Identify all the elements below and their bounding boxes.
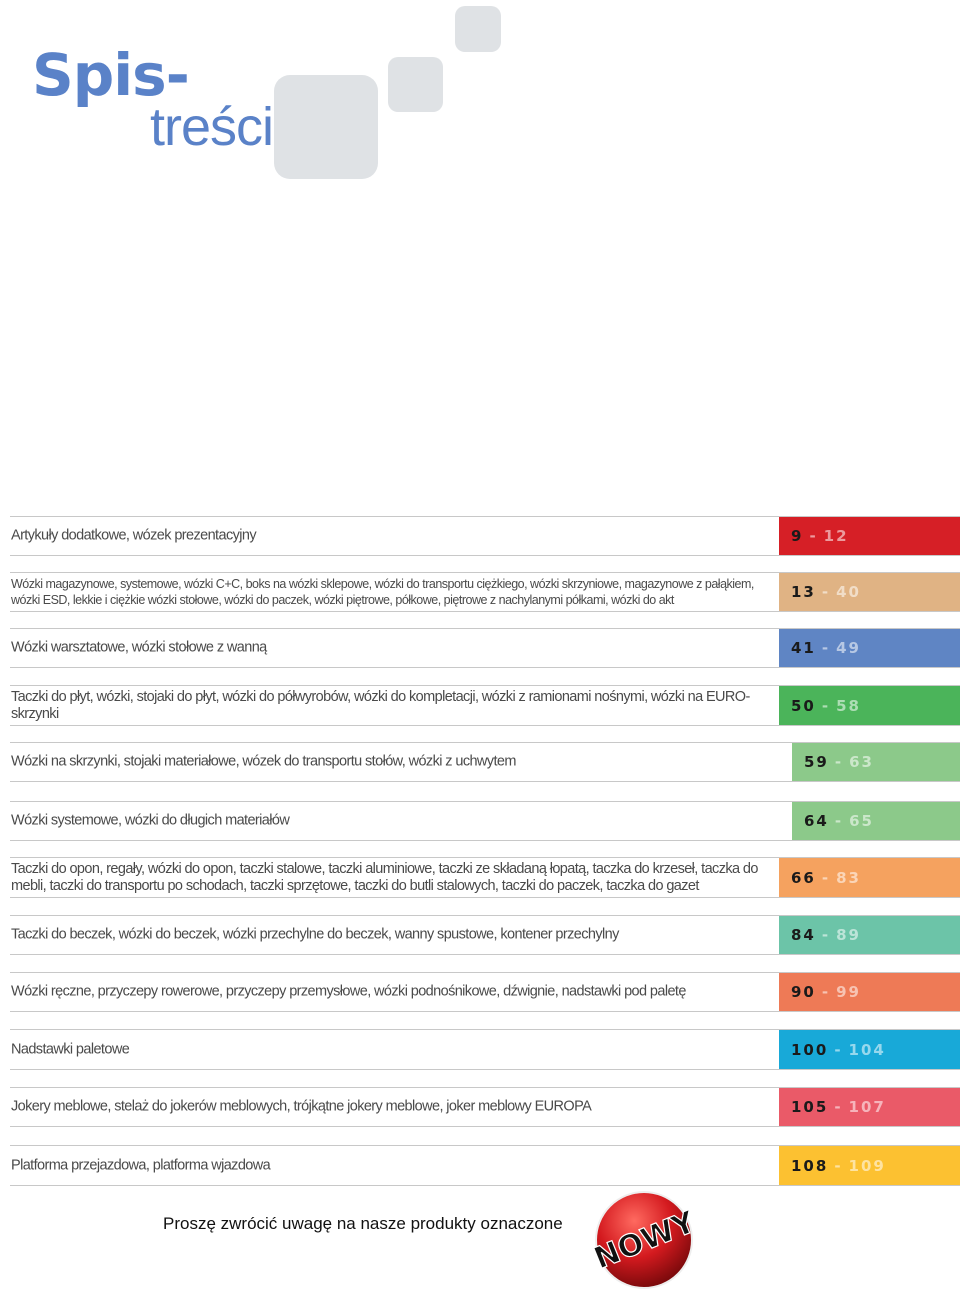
toc-row <box>10 915 960 955</box>
toc-description: Taczki do płyt, wózki, stojaki do płyt, wózki do półwyrobów, wózki do kompletacji, wózki z ramionami nośnymi, wózki na EURO-skrzynki <box>11 688 750 722</box>
page-dash: - <box>834 1156 843 1175</box>
badge-label: NOWY <box>589 1204 701 1277</box>
page-start: 90 <box>791 983 816 1001</box>
page-range-badge <box>779 629 960 667</box>
page-start: 9 <box>791 527 804 545</box>
page-subtitle: treści <box>150 97 274 157</box>
toc-description: Artykuły dodatkowe, wózek prezentacyjny <box>11 527 256 544</box>
page-start: 50 <box>791 696 816 715</box>
page-dash: - <box>834 753 844 771</box>
page-end: 63 <box>849 753 874 771</box>
page-start: 64 <box>804 812 829 830</box>
row-divider <box>10 1185 960 1186</box>
decorative-square <box>455 6 501 52</box>
page-start: 66 <box>791 868 816 887</box>
page-end: 40 <box>836 583 861 601</box>
toc-description: Nadstawki paletowe <box>11 1041 130 1057</box>
row-divider <box>10 840 960 841</box>
page-start: 108 <box>791 1156 829 1175</box>
row-divider <box>10 1011 960 1012</box>
toc-row <box>10 516 960 556</box>
new-products-notice: Proszę zwrócić uwagę na nasze produkty oznaczone <box>163 1214 563 1233</box>
page-range-badge <box>779 858 960 897</box>
page-range-badge <box>779 1088 960 1126</box>
toc-description: Wózki na skrzynki, stojaki materiałowe, wózek do transportu stołów, wózki z uchwytem <box>11 753 516 770</box>
toc-description: Taczki do opon, regały, wózki do opon, taczki stalowe, taczki aluminiowe, taczki ze składaną łopatą, taczka do krzeseł, taczka do mebli, taczki do transportu po schodach, taczki sprzętowe, taczki do butli stalowych, taczki do paczek, taczka do gazet <box>11 860 758 894</box>
page-start: 41 <box>791 639 816 657</box>
page-end: 104 <box>848 1040 886 1059</box>
toc-description: Wózki magazynowe, systemowe, wózki C+C, boks na wózki sklepowe, wózki do transportu ciężkiego, wózki skrzyniowe, magazynowe z pałąkiem, wózki ESD, lekkie i ciężkie wózki stołowe, wózki do paczek, wózki piętrowe, półkowe, piętrowe z nachylanymi półkami, wózki do akt <box>11 577 754 607</box>
page-dash: - <box>809 527 818 545</box>
page-title: Spis- <box>32 41 189 109</box>
page-dash: - <box>821 583 831 601</box>
toc-row <box>10 572 960 612</box>
page-start: 105 <box>791 1098 829 1116</box>
page-range-badge <box>779 1146 960 1185</box>
page-end: 107 <box>848 1098 886 1116</box>
toc-description: Jokery meblowe, stelaż do jokerów meblowych, trójkątne jokery meblowe, joker meblowy EUROPA <box>11 1098 592 1115</box>
page-range-badge <box>779 1030 960 1069</box>
toc-row <box>10 857 960 898</box>
new-badge <box>584 1188 710 1292</box>
page-dash: - <box>821 983 831 1001</box>
toc-description: Wózki systemowe, wózki do długich materiałów <box>11 812 290 829</box>
decorative-square <box>274 75 378 179</box>
page-start: 59 <box>804 753 829 771</box>
page-range-badge <box>779 916 960 954</box>
page-dash: - <box>821 926 831 944</box>
row-divider <box>10 897 960 898</box>
toc-row <box>10 628 960 668</box>
page-dash: - <box>821 696 831 715</box>
page-dash: - <box>834 1040 843 1059</box>
toc-row <box>10 801 960 841</box>
page-start: 100 <box>791 1040 829 1059</box>
decorative-square <box>388 57 443 112</box>
toc-row <box>10 742 960 782</box>
toc-description: Platforma przejazdowa, platforma wjazdowa <box>11 1157 271 1173</box>
page-end: 89 <box>836 926 861 944</box>
page-range-badge <box>792 743 960 781</box>
page-end: 49 <box>836 639 861 657</box>
page-range-badge <box>779 573 960 611</box>
row-divider <box>10 1126 960 1127</box>
toc-description: Taczki do beczek, wózki do beczek, wózki przechylne do beczek, wanny spustowe, kontener przechylny <box>11 926 619 943</box>
page-start: 84 <box>791 926 816 944</box>
page-end: 109 <box>848 1156 886 1175</box>
page-range-badge <box>779 686 960 725</box>
page-end: 65 <box>849 812 874 830</box>
page-end: 99 <box>836 983 861 1001</box>
row-divider <box>10 555 960 556</box>
row-divider <box>10 1069 960 1070</box>
page-dash: - <box>821 639 831 657</box>
toc-description: Wózki ręczne, przyczepy rowerowe, przyczepy przemysłowe, wózki podnośnikowe, dźwignie, nadstawki pod paletę <box>11 983 686 1000</box>
toc-row <box>10 972 960 1012</box>
page-dash: - <box>821 868 831 887</box>
page-range-badge <box>792 802 960 840</box>
page-end: 83 <box>836 868 861 887</box>
page-dash: - <box>834 1098 843 1116</box>
toc-row <box>10 1145 960 1186</box>
row-divider <box>10 725 960 726</box>
toc-row <box>10 685 960 726</box>
toc-description: Wózki warsztatowe, wózki stołowe z wanną <box>11 639 267 656</box>
row-divider <box>10 667 960 668</box>
page-range-badge <box>779 517 960 555</box>
page-start: 13 <box>791 583 816 601</box>
page-end: 12 <box>823 527 849 545</box>
page-dash: - <box>834 812 844 830</box>
row-divider <box>10 954 960 955</box>
toc-row <box>10 1087 960 1127</box>
row-divider <box>10 781 960 782</box>
toc-row <box>10 1029 960 1070</box>
page-end: 58 <box>836 696 861 715</box>
row-divider <box>10 611 960 612</box>
page-range-badge <box>779 973 960 1011</box>
